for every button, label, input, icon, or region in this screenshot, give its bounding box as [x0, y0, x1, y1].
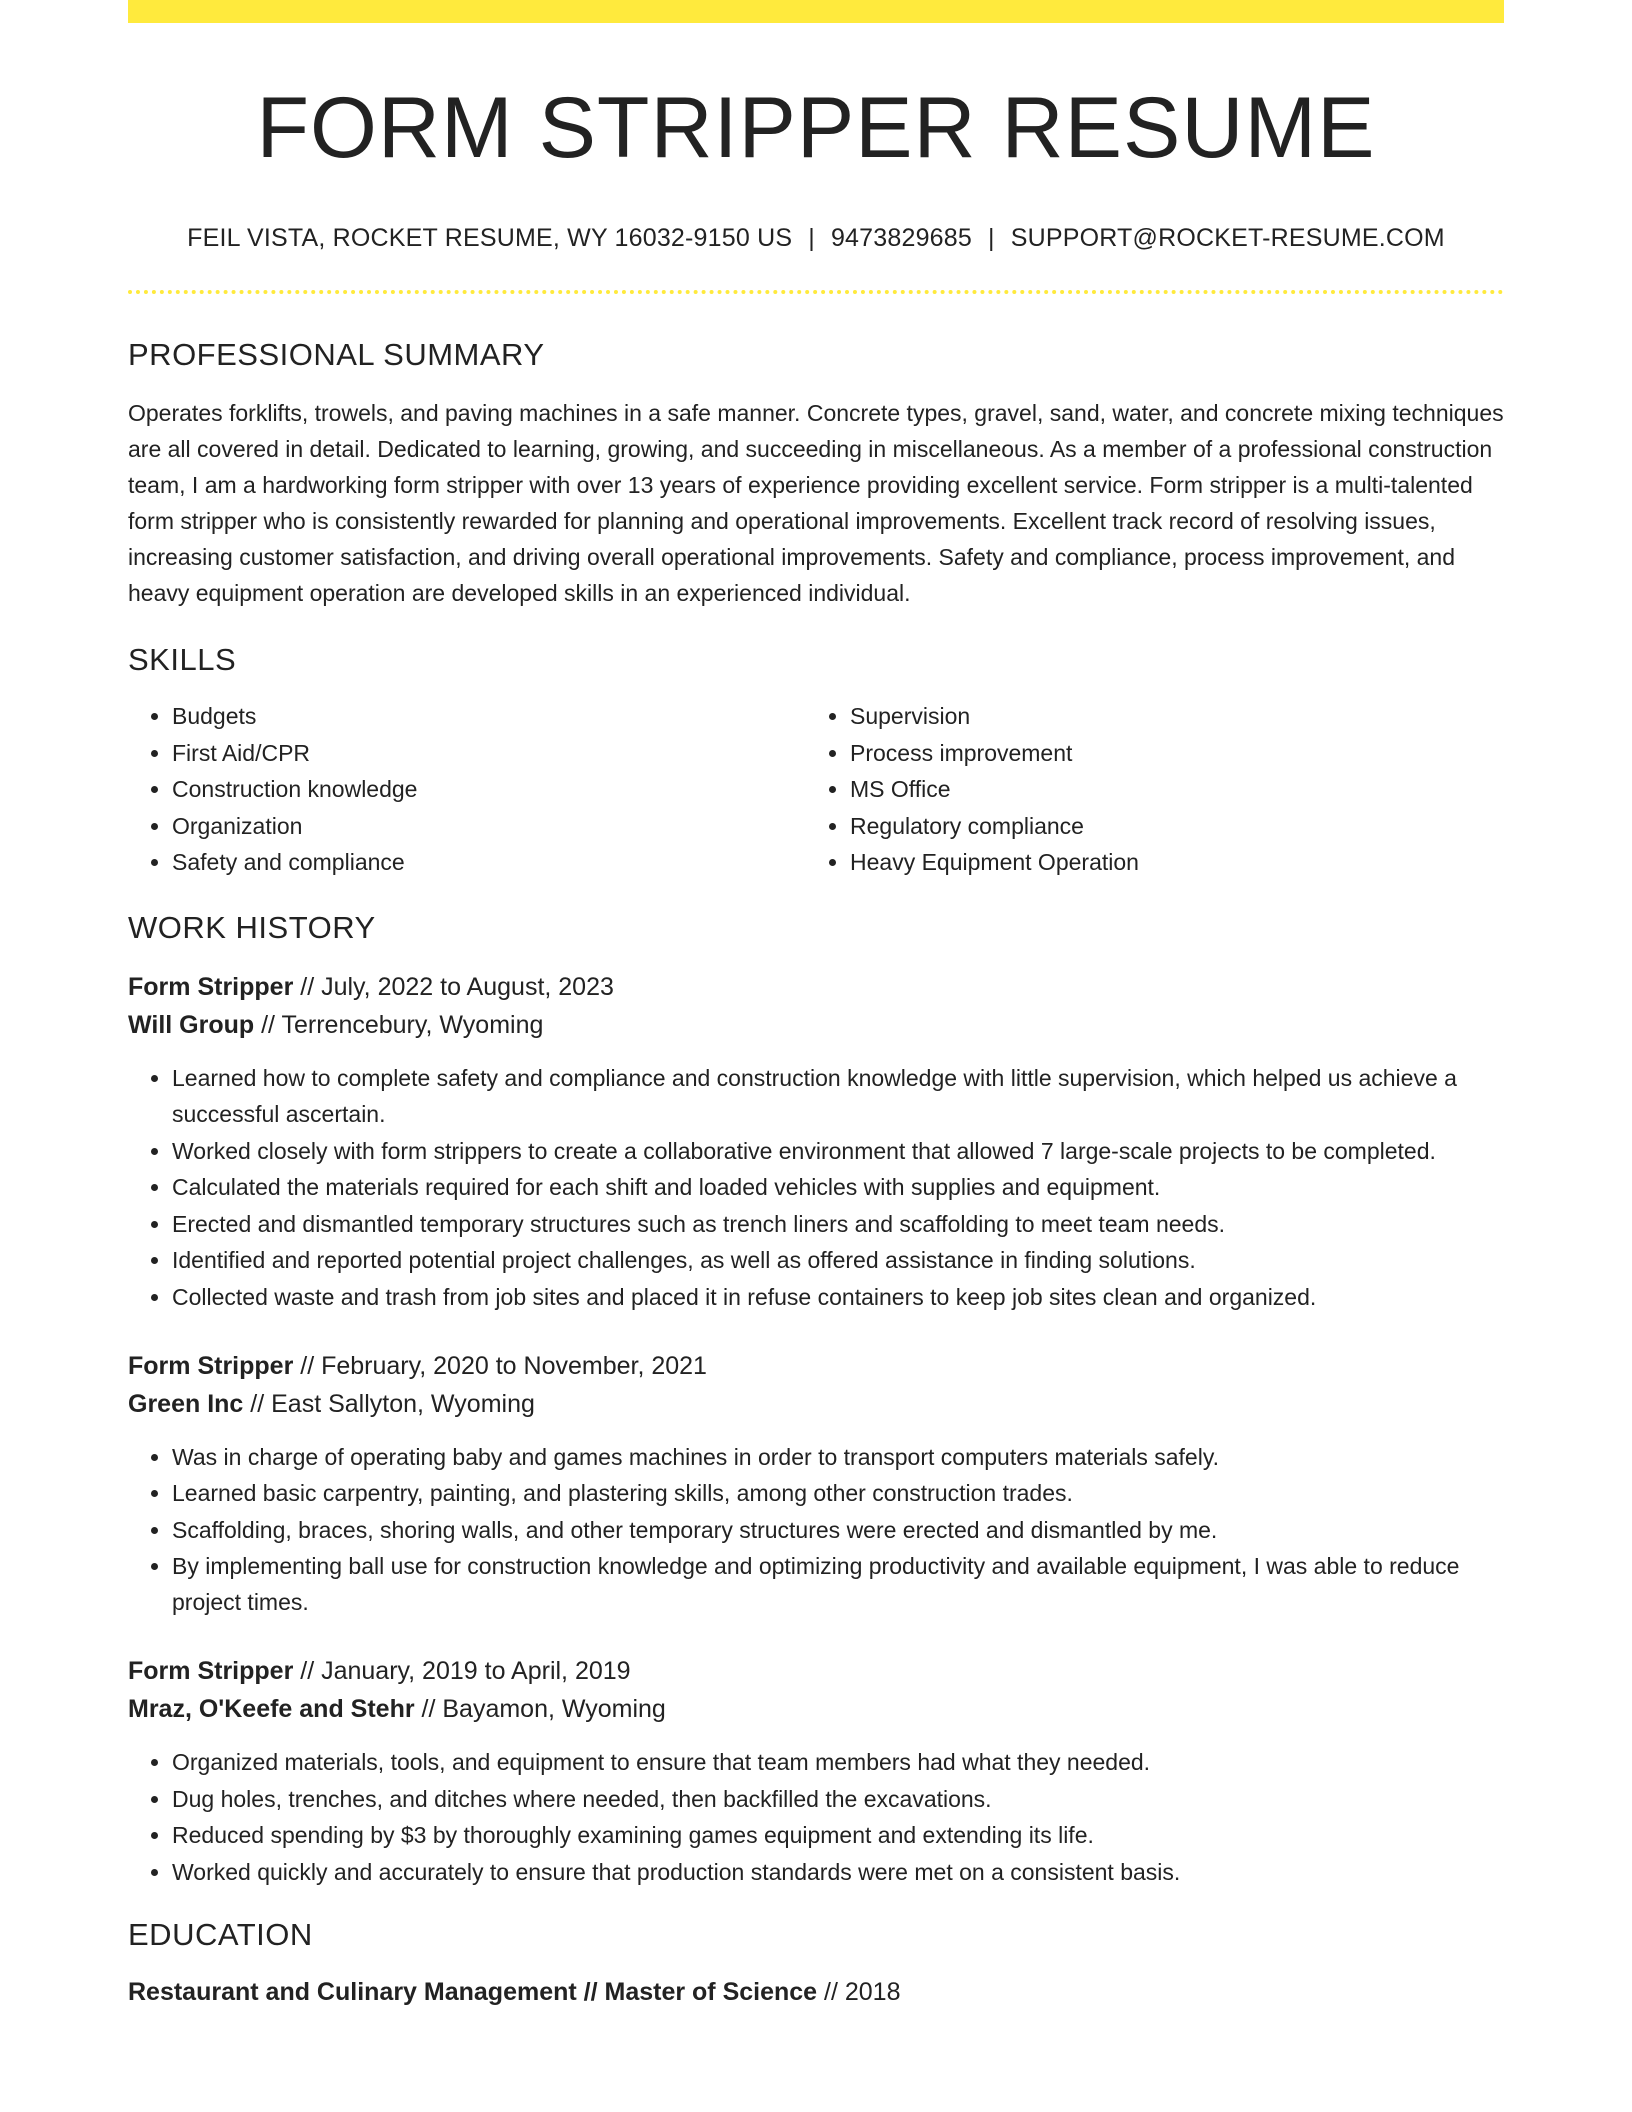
job-role-line [128, 1652, 1504, 1690]
job-bullets [128, 1744, 1504, 1890]
work-history-heading: WORK HISTORY [128, 909, 376, 945]
job-role-line [128, 968, 1504, 1006]
skills-column-left [128, 698, 806, 881]
job-bullet: • Calculated the materials required for each shift and loaded vehicles with supplies and equipment. [172, 1169, 1504, 1205]
skill-item: • Heavy Equipment Operation [850, 844, 1484, 881]
job-company: Mraz, O'Keefe and Stehr [128, 1695, 415, 1724]
job-bullet: • Identified and reported potential project challenges, as well as offered assistance in finding solutions. [172, 1242, 1504, 1278]
job-dates: // January, 2019 to April, 2019 [293, 1657, 631, 1686]
skill-item: • Organization [172, 808, 806, 845]
contact-separator: | [988, 223, 995, 252]
contact-address: FEIL VISTA, ROCKET RESUME, WY 16032-9150 US [187, 223, 793, 252]
skills-heading: SKILLS [128, 642, 237, 678]
job-role: Form Stripper [128, 1657, 294, 1686]
job-location: // East Sallyton, Wyoming [243, 1389, 535, 1418]
education-year: // 2018 [817, 1977, 901, 2006]
education-line [128, 1973, 1504, 2011]
contact-line [128, 222, 1504, 255]
accent-top-bar [128, 0, 1504, 23]
job-dates: // February, 2020 to November, 2021 [293, 1351, 707, 1380]
contact-separator: | [808, 223, 815, 252]
job-bullet: • Dug holes, trenches, and ditches where needed, then backfilled the excavations. [172, 1781, 1504, 1817]
job-entry [128, 1347, 1504, 1621]
job-bullet: • Learned how to complete safety and compliance and construction knowledge with little supervision, which helped us achieve a successful ascertain. [172, 1060, 1504, 1132]
job-bullet: • Reduced spending by $3 by thoroughly examining games equipment and extending its life. [172, 1817, 1504, 1853]
job-location: // Bayamon, Wyoming [414, 1695, 666, 1724]
job-bullet: • Worked closely with form strippers to create a collaborative environment that allowed 7 large-scale projects to be completed. [172, 1133, 1504, 1169]
job-entry [128, 1652, 1504, 1890]
job-bullet: • Erected and dismantled temporary structures such as trench liners and scaffolding to meet team needs. [172, 1206, 1504, 1242]
job-company-line [128, 1006, 1504, 1044]
skills-list [128, 698, 1504, 881]
job-bullet: • Was in charge of operating baby and games machines in order to transport computers materials safely. [172, 1439, 1504, 1475]
skill-item: • Budgets [172, 698, 806, 735]
job-role: Form Stripper [128, 973, 294, 1002]
job-bullet: • Scaffolding, braces, shoring walls, and other temporary structures were erected and dismantled by me. [172, 1512, 1504, 1548]
job-bullet: • Collected waste and trash from job sites and placed it in refuse containers to keep job sites clean and organized. [172, 1279, 1504, 1315]
contact-email: SUPPORT@ROCKET-RESUME.COM [1010, 223, 1445, 252]
skill-item: • Construction knowledge [172, 771, 806, 808]
job-company-line [128, 1385, 1504, 1423]
dotted-divider [128, 290, 1504, 294]
job-company: Green Inc [128, 1389, 244, 1418]
resume-title: FORM STRIPPER RESUME [256, 80, 1376, 176]
job-company: Will Group [128, 1011, 255, 1040]
contact-phone: 9473829685 [830, 223, 972, 252]
skill-item: • Supervision [850, 698, 1484, 735]
job-bullets [128, 1060, 1504, 1315]
job-location: // Terrencebury, Wyoming [254, 1011, 544, 1040]
job-role-line [128, 1347, 1504, 1385]
job-bullets [128, 1439, 1504, 1621]
education-heading: EDUCATION [128, 1916, 313, 1952]
job-role: Form Stripper [128, 1351, 294, 1380]
summary-heading: PROFESSIONAL SUMMARY [128, 337, 545, 373]
job-entry [128, 968, 1504, 1315]
resume-page [128, 0, 1504, 2011]
skill-item: • Process improvement [850, 735, 1484, 772]
skill-item: • Safety and compliance [172, 844, 806, 881]
job-dates: // July, 2022 to August, 2023 [293, 973, 614, 1002]
job-bullet: • Learned basic carpentry, painting, and plastering skills, among other construction trades. [172, 1475, 1504, 1511]
job-bullet: • Organized materials, tools, and equipment to ensure that team members had what they needed. [172, 1744, 1504, 1780]
job-bullet: • By implementing ball use for construction knowledge and optimizing productivity and available equipment, I was able to reduce project times. [172, 1548, 1504, 1620]
job-company-line [128, 1690, 1504, 1728]
skills-column-right [806, 698, 1484, 881]
skill-item: • MS Office [850, 771, 1484, 808]
job-bullet: • Worked quickly and accurately to ensure that production standards were met on a consistent basis. [172, 1854, 1504, 1890]
education-degree: Restaurant and Culinary Management // Master of Science [128, 1977, 818, 2006]
skill-item: • First Aid/CPR [172, 735, 806, 772]
skill-item: • Regulatory compliance [850, 808, 1484, 845]
summary-text: Operates forklifts, trowels, and paving machines in a safe manner. Concrete types, gravel, sand, water, and concrete mixing techniques are all covered in detail. Dedicated to learning, growing, and succeeding in miscellaneous. As a member of a professional construction team, I am a hardworking form stripper with over 13 years of experience providing excellent service. Form stripper is a multi-talented form stripper who is consistently rewarded for planning and operational improvements. Excellent track record of resolving issues, increasing customer satisfaction, and driving overall operational improvements. Safety and compliance, process improvement, and heavy equipment operation are developed skills in an experienced individual. [128, 400, 1504, 607]
